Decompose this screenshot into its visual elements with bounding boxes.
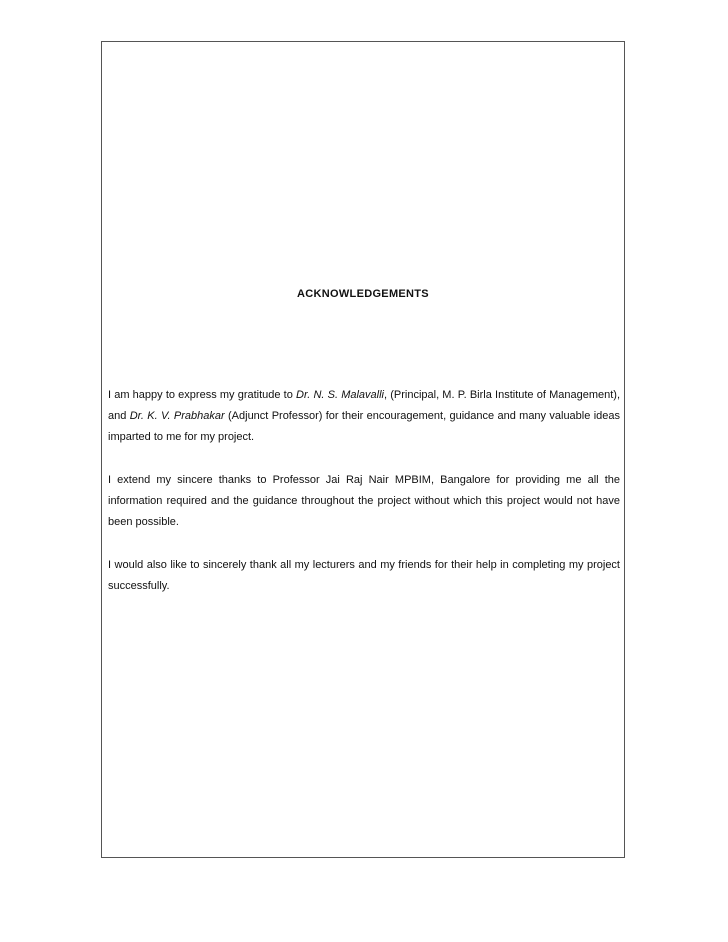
- acknowledgement-body: [108, 385, 620, 619]
- paragraph-text: (Adjunct Professor) for their encouragement, guidance and many valuable ideas imparted to me for my project.: [108, 410, 620, 443]
- paragraph-thanks-professor: I extend my sincere thanks to Professor Jai Raj Nair MPBIM, Bangalore for providing me all the information required and the guidance throughout the project without which this project would not have been possible.: [108, 474, 620, 528]
- paragraph-thanks-lecturers: I would also like to sincerely thank all my lecturers and my friends for their help in completing my project successfully.: [108, 559, 620, 592]
- page-title: ACKNOWLEDGEMENTS: [297, 288, 429, 300]
- page-frame: [101, 41, 625, 858]
- principal-name: Dr. N. S. Malavalli: [296, 389, 384, 401]
- paragraph-gratitude: [108, 385, 620, 448]
- paragraph-text: , (Principal, M. P. Birla Institute of Management), and: [108, 389, 620, 422]
- professor-name: Dr. K. V. Prabhakar: [129, 410, 225, 422]
- paragraph-text: I am happy to express my gratitude to: [108, 389, 297, 401]
